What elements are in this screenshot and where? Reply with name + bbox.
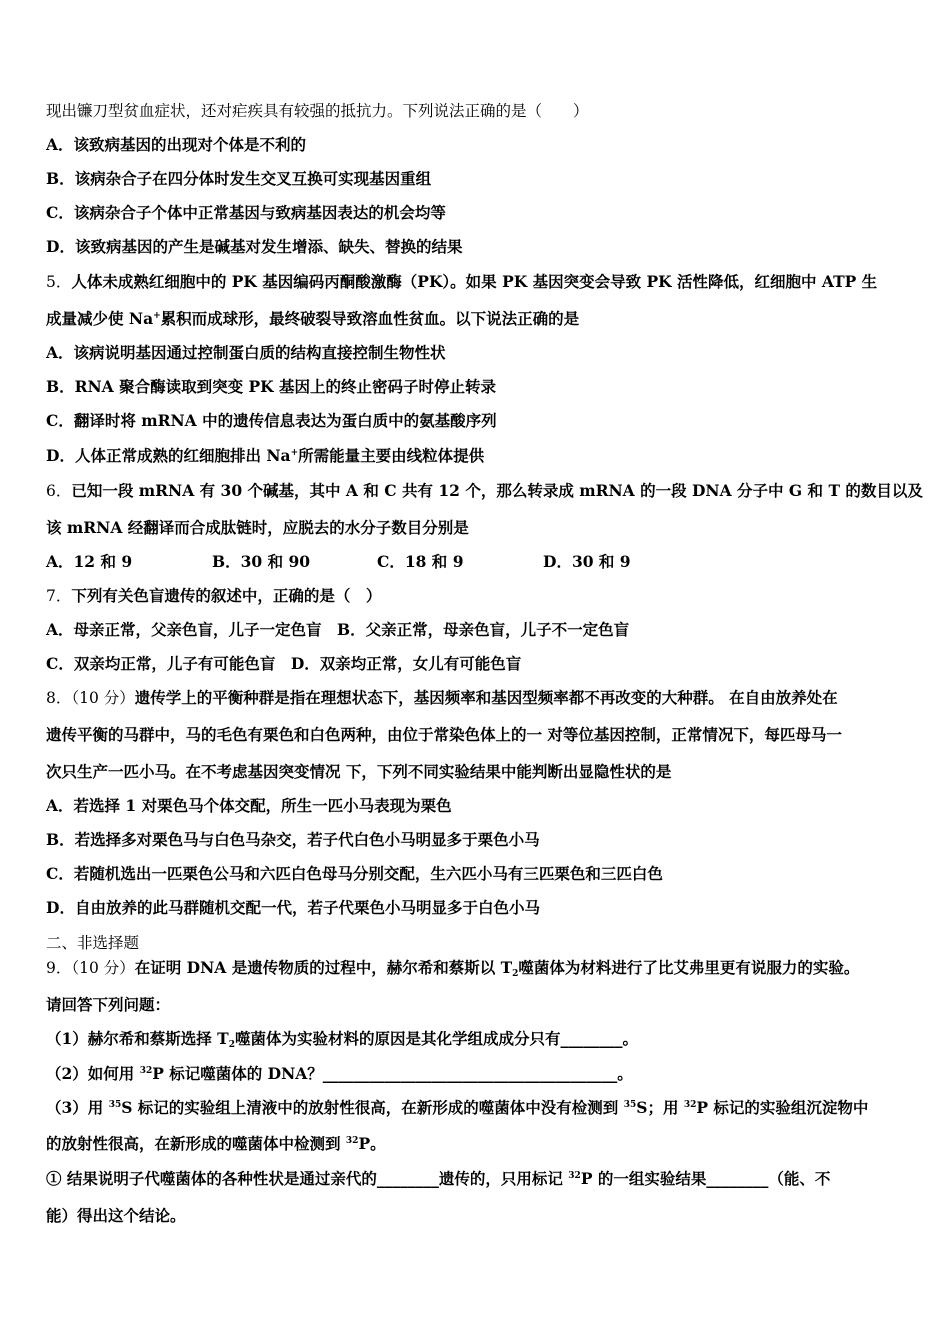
q9-part3-sup1: 35 xyxy=(108,1100,122,1110)
q9-part1 xyxy=(46,1029,638,1049)
q8-option-d: D．自由放养的此马群随机交配一代，若子代栗色小马明显多于白色小马 xyxy=(46,898,540,917)
q6-line1 xyxy=(46,481,923,501)
q7-options-ab: A．母亲正常，父亲色盲，儿子一定色盲 B．父亲正常，母亲色盲，儿子不一定色盲 xyxy=(46,620,630,639)
q9-conclusion1-line2: 能）得出这个结论。 xyxy=(46,1206,186,1225)
q9-part3-line2-sup: 32 xyxy=(345,1136,359,1146)
q4-option-a: A．该致病基因的出现对个体是不利的 xyxy=(46,135,307,154)
q9-conclusion1-sup: 32 xyxy=(568,1171,581,1181)
q5-stem-line1: 人体未成熟红细胞中的 PK 基因编码丙酮酸激酶（PK）。如果 PK 基因突变会导致 PK 活性降低，红细胞中 ATP 生 xyxy=(71,272,878,291)
q7-options-cd: C．双亲均正常，儿子有可能色盲 D．双亲均正常，女儿有可能色盲 xyxy=(46,654,522,673)
q6-line2: 该 mRNA 经翻译而合成肽链时，应脱去的水分子数目分别是 xyxy=(46,518,469,537)
q9-line1-text-b: 噬菌体为材料进行了比艾弗里更有说服力的实验。 xyxy=(518,958,860,977)
q5-option-b: B．RNA 聚合酶读取到突变 PK 基因上的终止密码子时停止转录 xyxy=(46,377,496,396)
q9-part3-text-a: （3）用 xyxy=(46,1098,109,1117)
q9-line1-text-a: 在证明 DNA 是遗传物质的过程中，赫尔希和蔡斯以 T xyxy=(134,958,513,977)
q8-option-c: C．若随机选出一匹栗色公马和六匹白色母马分别交配，生六匹小马有三匹栗色和三匹白色 xyxy=(46,864,663,883)
q4-option-c: C．该病杂合子个体中正常基因与致病基因表达的机会均等 xyxy=(46,203,446,222)
q9-part3-line2-text-b: P。 xyxy=(358,1134,386,1153)
q6-option-c: C．18 和 9 xyxy=(377,552,464,571)
q8-score: （10 分） xyxy=(71,689,135,707)
q7-stem-text: 下列有关色盲遗传的叙述中，正确的是（ ） xyxy=(71,586,382,605)
q7-number: 7． xyxy=(46,587,72,605)
q4-option-b: B．该病杂合子在四分体时发生交叉互换可实现基因重组 xyxy=(46,169,432,188)
q5-line1 xyxy=(46,272,877,292)
q9-part3-line2 xyxy=(46,1134,386,1154)
q9-score: （10 分） xyxy=(71,959,135,977)
q8-option-b: B．若选择多对栗色马与白色马杂交，若子代白色小马明显多于栗色小马 xyxy=(46,830,540,849)
q6-option-b: B．30 和 90 xyxy=(212,552,311,571)
section-heading: 二、非选择题 xyxy=(46,934,140,952)
q9-part2-text-a: （2）如何用 xyxy=(46,1064,140,1083)
q7-stem xyxy=(46,586,381,606)
q9-line1 xyxy=(46,958,859,978)
q5-option-a: A．该病说明基因通过控制蛋白质的结构直接控制生物性状 xyxy=(46,343,446,362)
q9-line1-sub: 2 xyxy=(512,969,519,979)
q9-part1-text-a: （1）赫尔希和蔡斯选择 T xyxy=(46,1029,229,1048)
q9-conclusion1-text-a: ① 结果说明子代噬菌体的各种性状是通过亲代的________遗传的，只用标记 xyxy=(46,1169,569,1188)
q5-line2 xyxy=(46,309,579,329)
q8-number: 8． xyxy=(46,689,72,707)
q9-line2: 请回答下列问题： xyxy=(46,995,171,1014)
q6-stem-line1: 已知一段 mRNA 有 30 个碱基，其中 A 和 C 共有 12 个，那么转录成 mRNA 的一段 DNA 分子中 G 和 T 的数目以及 xyxy=(71,481,923,500)
q8-line2: 遗传平衡的马群中，马的毛色有栗色和白色两种，由位于常染色体上的一 对等位基因控制，正常情况下，每匹母马一 xyxy=(46,725,842,744)
q9-part3-text-d: P 标记的实验组沉淀物中 xyxy=(696,1098,869,1117)
q8-stem-line1: 遗传学上的平衡种群是指在理想状态下，基因频率和基因型频率都不再改变的大种群。 在自由放养处在 xyxy=(134,688,838,707)
q9-part3-text-c: S；用 xyxy=(636,1098,684,1117)
q9-part3-sup3: 32 xyxy=(683,1100,697,1110)
q9-number: 9． xyxy=(46,959,72,977)
q9-conclusion1-line1 xyxy=(46,1169,830,1189)
q9-part3-line1 xyxy=(46,1098,868,1118)
q8-line1 xyxy=(46,688,838,708)
q9-part2-sup: 32 xyxy=(139,1066,153,1076)
q6-number: 6． xyxy=(46,482,72,500)
q9-part2 xyxy=(46,1064,633,1084)
q9-part3-line2-text-a: 的放射性很高，在新形成的噬菌体中检测到 xyxy=(46,1134,346,1153)
q5-number: 5． xyxy=(46,273,72,291)
q9-part3-text-b: S 标记的实验组上清液中的放射性很高，在新形成的噬菌体中没有检测到 xyxy=(121,1098,624,1117)
q5-option-d-text-b: 所需能量主要由线粒体提供 xyxy=(298,446,485,465)
q5-line2-text-b: 累积而成球形，最终破裂导致溶血性贫血。以下说法正确的是 xyxy=(160,309,580,328)
q9-part2-text-b: P 标记噬菌体的 DNA？______________________________________。 xyxy=(152,1064,633,1083)
q4-option-d: D．该致病基因的产生是碱基对发生增添、缺失、替换的结果 xyxy=(46,237,463,256)
q5-option-d-text-a: D．人体正常成熟的红细胞排出 Na xyxy=(46,446,291,465)
q6-option-d: D．30 和 9 xyxy=(543,552,631,571)
q5-option-d-sup: + xyxy=(290,448,299,458)
q5-option-d xyxy=(46,446,484,466)
q8-line3: 次只生产一匹小马。在不考虑基因突变情况 下，下列不同实验结果中能判断出显隐性状的是 xyxy=(46,762,672,781)
q9-part3-sup2: 35 xyxy=(623,1100,637,1110)
q5-line2-text-a: 成量减少使 Na xyxy=(46,309,154,328)
q6-option-a: A．12 和 9 xyxy=(46,552,133,571)
q8-option-a: A．若选择 1 对栗色马个体交配，所生一匹小马表现为栗色 xyxy=(46,796,452,815)
q9-conclusion1-text-b: P 的一组实验结果________（能、不 xyxy=(580,1169,831,1188)
q5-line2-sup: + xyxy=(153,311,161,321)
q4-stem-end: 现出镰刀型贫血症状，还对疟疾具有较强的抵抗力。下列说法正确的是（ ） xyxy=(46,102,589,120)
q9-part1-sub: 2 xyxy=(228,1040,235,1050)
q9-part1-text-b: 噬菌体为实验材料的原因是其化学组成成分只有________。 xyxy=(234,1029,638,1048)
q5-option-c: C．翻译时将 mRNA 中的遗传信息表达为蛋白质中的氨基酸序列 xyxy=(46,411,497,430)
